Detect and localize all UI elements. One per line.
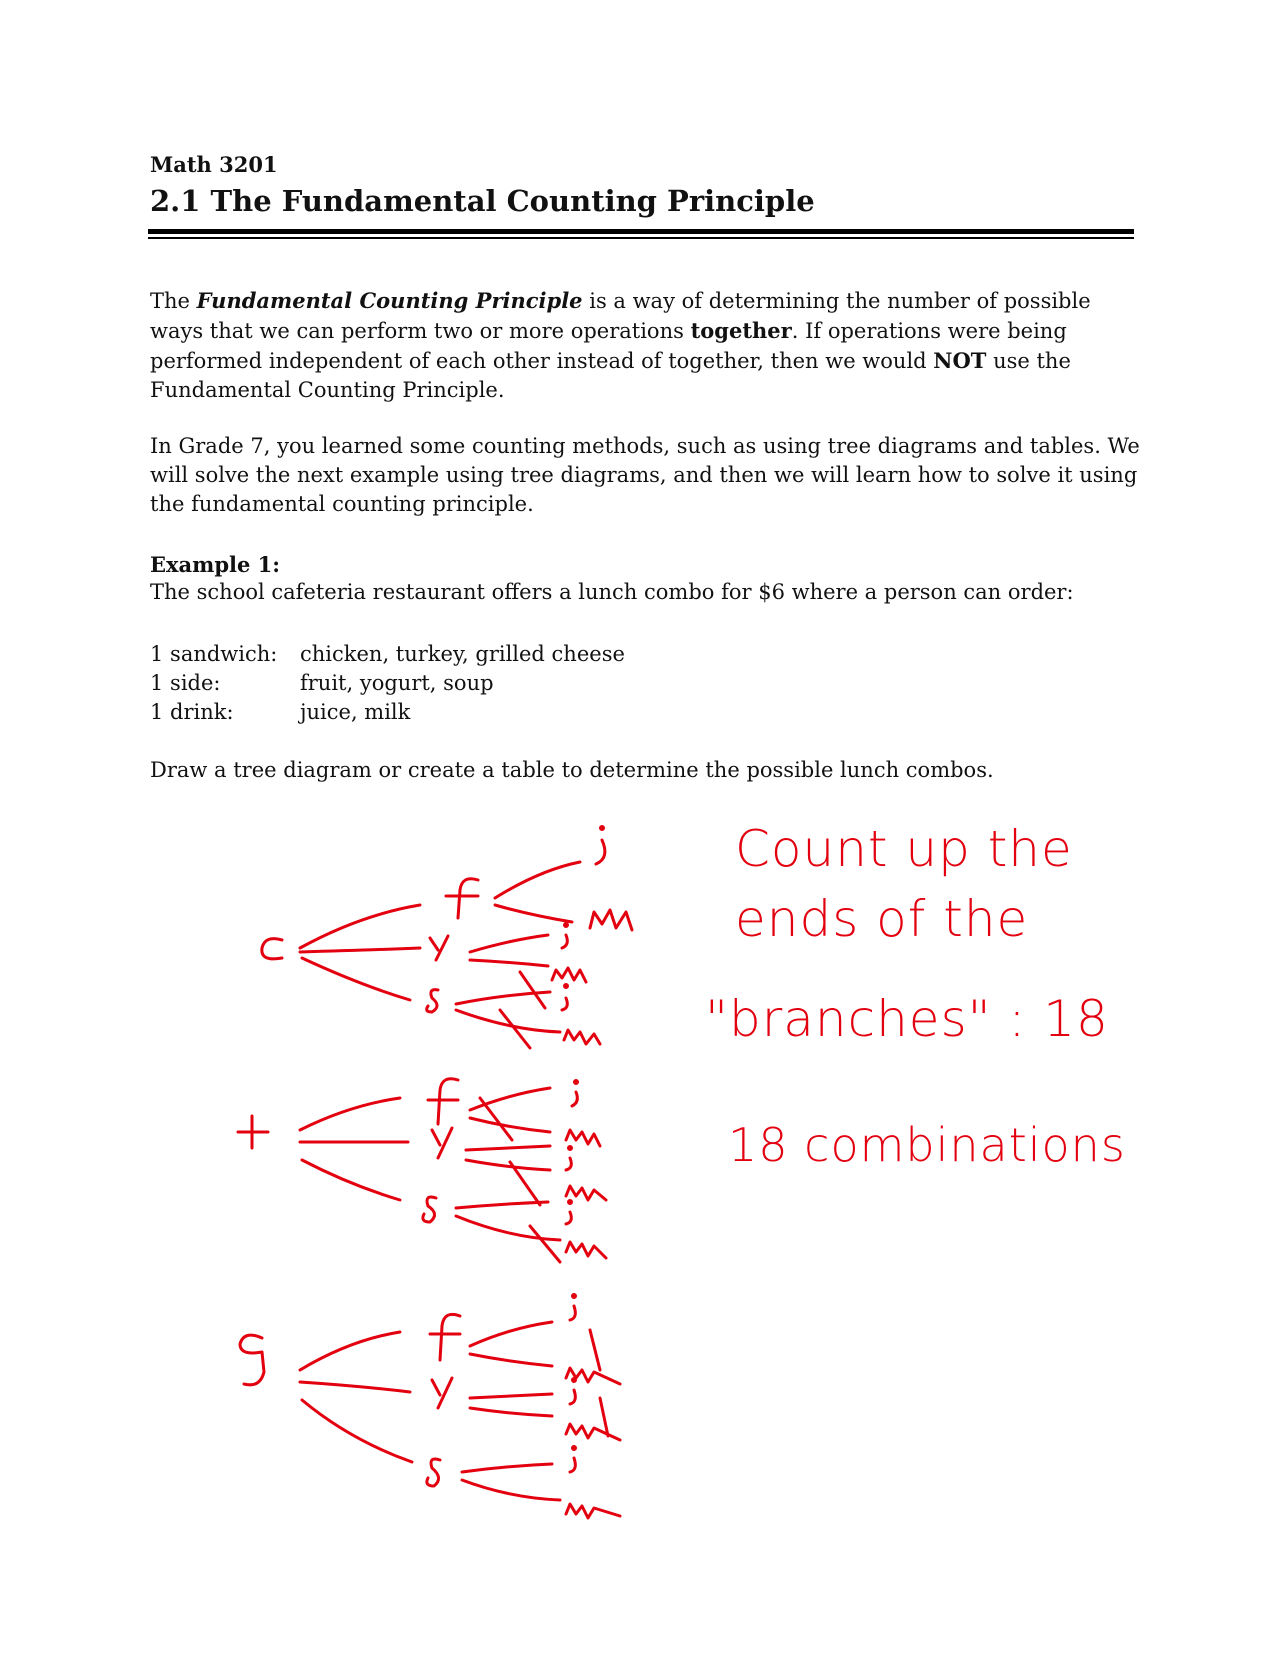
intro-paragraph	[150, 286, 1140, 405]
branch-f-j	[495, 862, 580, 898]
branch-s-m	[456, 1010, 560, 1032]
branch-y-j	[466, 1146, 550, 1150]
drink-letter-j	[566, 1158, 571, 1170]
tree-group-turkey	[238, 1079, 606, 1262]
sandwich-letter-g	[240, 1335, 264, 1385]
menu-label: 1 drink:	[150, 700, 234, 724]
branch-y-j	[470, 935, 548, 952]
drink-letter-j	[570, 1306, 575, 1320]
branch-g-s	[302, 1400, 412, 1462]
branch-s-j	[456, 1202, 548, 1208]
intro-text-a: The	[150, 289, 197, 313]
handwritten-line-3: "branches" : 18	[705, 990, 1109, 1048]
menu-list	[150, 640, 625, 727]
drink-letter-j	[596, 840, 605, 864]
side-letter-f	[428, 1079, 458, 1124]
drink-letter-m	[566, 1424, 620, 1440]
sandwich-letter-c	[262, 939, 282, 959]
term-fundamental-counting-principle: Fundamental Counting Principle	[196, 288, 583, 313]
menu-options: juice, milk	[300, 700, 411, 724]
branch-t-s	[302, 1160, 400, 1200]
menu-row-side	[150, 669, 625, 698]
branch-f-j	[470, 1322, 552, 1346]
branch-tail	[600, 1398, 608, 1436]
course-label: Math 3201	[150, 152, 278, 177]
intro-text-d: use the Fundamental Counting Principle.	[150, 349, 1071, 402]
branch-s-m	[456, 1216, 560, 1240]
branch-tail	[520, 972, 545, 1008]
branch-f-j	[470, 1088, 550, 1110]
branch-f-m	[470, 1354, 552, 1366]
side-letter-y	[432, 1128, 452, 1158]
tree-group-chicken	[262, 827, 632, 1049]
branch-tail	[480, 1098, 512, 1140]
intro-text-b: is a way of determining the number of possible ways that we can perform two or more operations	[150, 289, 1091, 343]
drink-letter-j	[572, 1092, 577, 1106]
menu-row-drink	[150, 698, 625, 727]
branch-tail	[530, 1226, 560, 1262]
menu-options: fruit, yogurt, soup	[300, 671, 494, 695]
branch-f-m	[470, 1118, 550, 1132]
branch-g-f	[300, 1332, 400, 1370]
tree-group-grilled-cheese	[240, 1295, 620, 1519]
branch-y-j	[470, 1394, 552, 1398]
side-letter-s	[427, 1459, 440, 1486]
grade7-paragraph: In Grade 7, you learned some counting methods, such as using tree diagrams and tables. We will solve the next example using tree diagrams, and then we will learn how to solve it using the fundamental counting principle.	[150, 434, 1140, 516]
branch-s-j	[456, 992, 550, 1004]
example-heading: Example 1:	[150, 552, 281, 577]
branch-y-m	[470, 1408, 552, 1416]
drink-letter-m	[552, 968, 586, 982]
drink-letter-m	[566, 1242, 606, 1258]
menu-label: 1 side:	[150, 671, 221, 695]
branch-s-j	[462, 1464, 552, 1472]
menu-label: 1 sandwich:	[150, 642, 278, 666]
menu-options: chicken, turkey, grilled cheese	[300, 642, 625, 666]
drink-letter-j	[566, 1212, 571, 1224]
drink-letter-m	[566, 1130, 600, 1146]
drink-letter-j	[570, 1458, 575, 1472]
handwritten-line-4: 18 combinations	[728, 1118, 1126, 1172]
drink-letter-m	[590, 910, 632, 930]
branch-tail	[590, 1330, 600, 1370]
handwritten-line-1: Count up the	[735, 820, 1073, 878]
branch-tail	[510, 1162, 540, 1205]
instruction-text: Draw a tree diagram or create a table to determine the possible lunch combos.	[150, 758, 994, 782]
sandwich-letter-t	[238, 1116, 268, 1148]
branch-s-m	[462, 1480, 560, 1500]
side-letter-f	[446, 879, 478, 918]
drink-letter-j	[562, 935, 567, 948]
drink-letter-m	[564, 1030, 600, 1044]
branch-y-m	[466, 1160, 550, 1170]
branch-c-s	[302, 958, 410, 1000]
branch-g-y	[300, 1382, 410, 1392]
intro-text-c: . If operations were being performed independent of each other instead of together, then we would	[150, 319, 1067, 373]
side-letter-f	[430, 1314, 460, 1360]
drink-letter-m	[566, 1186, 606, 1200]
example-text: The school cafeteria restaurant offers a lunch combo for $6 where a person can order:	[150, 580, 1074, 604]
branch-y-m	[470, 960, 548, 966]
branch-f-m	[495, 905, 572, 922]
side-letter-s	[423, 1197, 436, 1222]
drink-letter-m	[566, 1368, 620, 1384]
branch-c-y	[300, 948, 420, 952]
emphasis-not: NOT	[933, 348, 987, 373]
emphasis-together: together	[690, 318, 792, 343]
handwritten-line-2: ends of the	[735, 890, 1029, 948]
menu-row-sandwich	[150, 640, 625, 669]
branch-c-f	[300, 905, 420, 948]
branch-t-f	[300, 1098, 400, 1130]
branch-tail	[500, 1010, 530, 1048]
page-title: 2.1 The Fundamental Counting Principle	[150, 184, 815, 218]
side-letter-y	[432, 1378, 452, 1408]
side-letter-s	[427, 990, 438, 1012]
drink-letter-m	[566, 1504, 620, 1518]
title-rule-thin	[148, 237, 1134, 239]
drink-letter-j	[562, 998, 567, 1010]
title-rule-thick	[148, 229, 1134, 234]
drink-letter-j	[570, 1390, 575, 1404]
side-letter-y	[430, 936, 448, 960]
